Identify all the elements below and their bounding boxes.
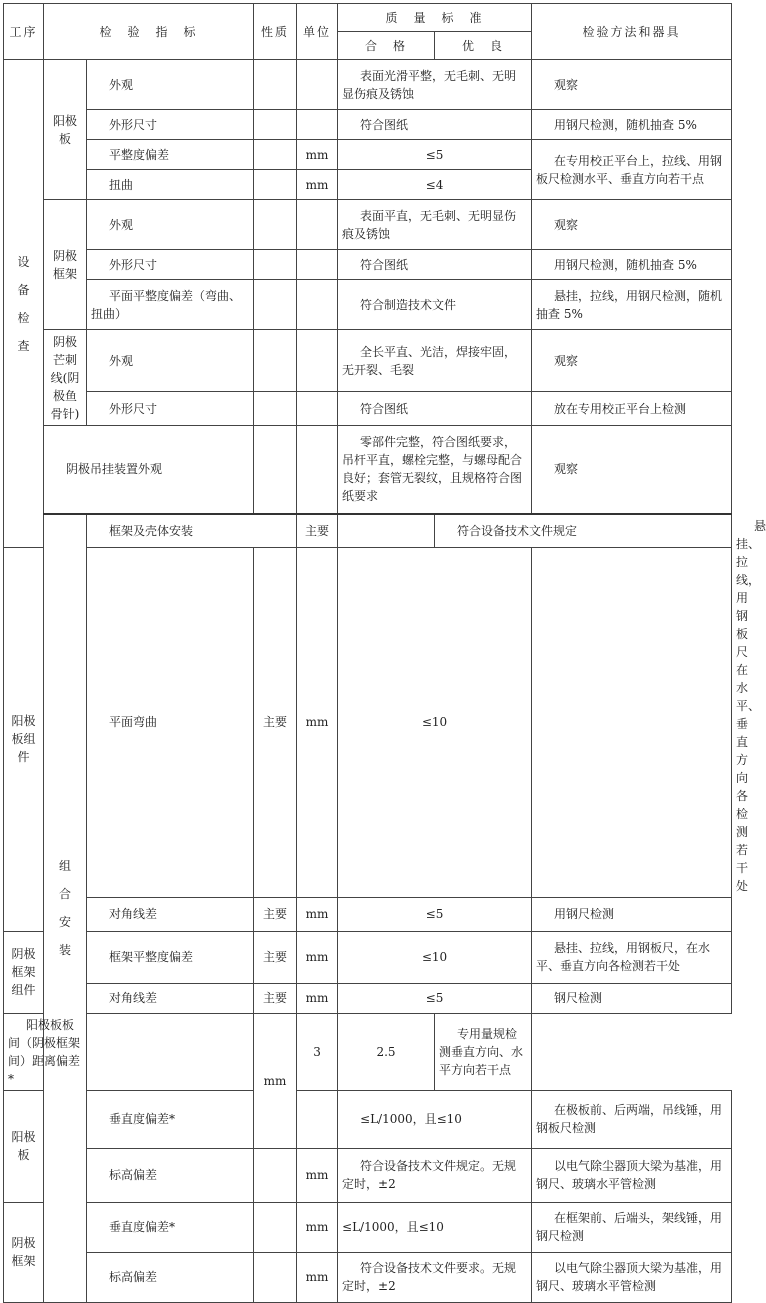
unit-cell xyxy=(297,330,338,392)
nature-cell xyxy=(254,1252,297,1302)
method-cell: 悬挂、拉线，用钢板尺，在水平、垂直方向各检测若干处 xyxy=(532,931,732,983)
nature-cell: 主要 xyxy=(254,983,297,1013)
standard-cell: 符合图纸 xyxy=(338,110,532,140)
nature-cell xyxy=(254,392,297,426)
item-diagonal-diff: 对角线差 xyxy=(87,897,254,931)
process-assembly: 组 合 安 装 xyxy=(44,514,87,1303)
group-cathode-frame: 阴极框架 xyxy=(4,1202,44,1302)
unit-cell: mm xyxy=(297,548,338,898)
item-verticality: 垂直度偏差* xyxy=(87,1202,254,1252)
nature-cell xyxy=(87,1013,254,1090)
method-cell: 观察 xyxy=(532,200,732,250)
method-cell: 用钢尺检测，随机抽查 5% xyxy=(532,250,732,280)
item-elevation: 标高偏差 xyxy=(87,1148,254,1202)
item-dimensions: 外形尺寸 xyxy=(87,392,254,426)
item-diagonal-diff: 对角线差 xyxy=(87,983,254,1013)
group-anode-plate: 阳极板 xyxy=(44,60,87,200)
method-cell: 以电气除尘器顶大梁为基准，用钢尺、玻璃水平管检测 xyxy=(532,1148,732,1202)
header-qualified: 合 格 xyxy=(338,32,435,60)
standard-cell: 符合设备技术文件要求。无规定时，±2 xyxy=(338,1252,532,1302)
item-verticality: 垂直度偏差* xyxy=(87,1090,254,1148)
excellent-cell: 2.5 xyxy=(338,1013,435,1090)
header-quality-standard: 质 量 标 准 xyxy=(338,4,532,32)
method-cell: 在极板前、后两端，吊线锤，用钢板尺检测 xyxy=(532,1090,732,1148)
item-dimensions: 外形尺寸 xyxy=(87,250,254,280)
method-cell: 放在专用校正平台上检测 xyxy=(532,392,732,426)
nature-cell xyxy=(254,280,297,330)
nature-cell: 主要 xyxy=(254,548,297,898)
standard-cell: ≤L/1000，且≤10 xyxy=(338,1090,532,1148)
nature-cell xyxy=(254,330,297,392)
standard-cell: 表面平直，无毛刺、无明显伤痕及锈蚀 xyxy=(338,200,532,250)
item-appearance: 外观 xyxy=(87,330,254,392)
method-cell: 观察 xyxy=(532,60,732,110)
inspection-standard-table: 工序 检 验 指 标 性质 单位 质 量 标 准 检验方法和器具 合 格 优 良 设 备 检 查 阳极板 外观 表面光滑平整，无毛刺、无明显伤痕及锈蚀 观察 外形尺寸 符合图纸 用钢尺检测，随机抽查 5% 平整度偏差 mm ≤5 在专用校正平台上，拉线、用钢板尺检测水平、垂直方向若干点 扭曲 mm ≤4 阴极框架 外观 表面平直，无毛刺、无明显伤痕及锈蚀 观察 外形尺寸 符合图纸 用钢尺检测，随机抽查 5% 平面平整度偏差（弯曲、扭曲） 符合制造技术文件 悬挂，拉线，用钢尺检测，随机抽查 5% 阴极芒刺线(阴极鱼骨针) 外观 全长平直、光洁，焊接牢固，无开裂、毛裂 观察 外形尺寸 符合图纸 放在专用校正平台上检测 阴极吊挂装置外观 零部件完整，符合图纸要求，吊杆平直，螺栓完整，与螺母配合良好；套管无裂纹，且规格符合图纸要求 观察 组 合 安 装 框架及壳体安装 主要 符合设备技术文件规定 悬挂、拉线，用钢板尺在水平、垂直方向各检测若干处 阳极板组件 平面弯曲 主要 mm ≤10 对角线差 主要 mm ≤5 用钢尺检测 阴极框架组件 框架平整度偏差 主要 mm ≤10 悬挂、拉线，用钢板尺，在水平、垂直方向各检测若干处 对角线差 主要 mm ≤5 钢尺检测 阳极板板间（阴极框架间）距离偏差* mm 3 2.5 专用量规检测垂直方向、水平方向若干点 阳极板 垂直度偏差* ≤L/1000，且≤10 在极板前、后两端，吊线锤，用钢板尺检测 标高偏差 mm 符合设备技术文件规定。无规定时，±2 以电气除尘器顶大梁为基准，用钢尺、玻璃水平管检测 阴极框架 垂直度偏差* mm ≤L/1000，且≤10 在框架前、后端头，架线锤，用钢尺检测 标高偏差 mm 符合设备技术文件要求。无规定时，±2 以电气除尘器顶大梁为基准，用钢尺、玻璃水平管检测 xyxy=(3,3,732,1303)
unit-cell xyxy=(297,392,338,426)
item-dimensions: 外形尺寸 xyxy=(87,110,254,140)
method-cell: 钢尺检测 xyxy=(532,983,732,1013)
group-anode-assembly: 阳极板组件 xyxy=(4,548,44,932)
unit-cell xyxy=(297,200,338,250)
standard-cell: ≤10 xyxy=(338,548,532,898)
unit-cell xyxy=(297,426,338,514)
standard-cell: ≤5 xyxy=(338,983,532,1013)
header-excellent: 优 良 xyxy=(435,32,532,60)
standard-cell: 符合设备技术文件规定 xyxy=(435,514,732,548)
standard-cell: 表面光滑平整，无毛刺、无明显伤痕及锈蚀 xyxy=(338,60,532,110)
nature-cell xyxy=(254,110,297,140)
group-cathode-assembly: 阴极框架组件 xyxy=(4,931,44,1013)
unit-cell xyxy=(338,514,435,548)
nature-cell xyxy=(254,170,297,200)
standard-cell: 符合设备技术文件规定。无规定时，±2 xyxy=(338,1148,532,1202)
qualified-cell: 3 xyxy=(297,1013,338,1090)
method-cell: 用钢尺检测 xyxy=(532,897,732,931)
item-appearance: 外观 xyxy=(87,60,254,110)
unit-cell: mm xyxy=(297,1252,338,1302)
standard-cell: ≤L/1000，且≤10 xyxy=(338,1202,532,1252)
unit-cell xyxy=(297,60,338,110)
standard-cell: 符合制造技术文件 xyxy=(338,280,532,330)
item-plane-bend: 平面弯曲 xyxy=(87,548,254,898)
group-cathode-frame: 阴极框架 xyxy=(44,200,87,330)
item-frame-flatness: 框架平整度偏差 xyxy=(87,931,254,983)
group-cathode-wire: 阴极芒刺线(阴极鱼骨针) xyxy=(44,330,87,426)
group-anode-plate: 阳极板 xyxy=(4,1090,44,1202)
method-cell: 悬挂，拉线，用钢尺检测，随机抽查 5% xyxy=(532,280,732,330)
method-cell: 在框架前、后端头，架线锤，用钢尺检测 xyxy=(532,1202,732,1252)
method-cell: 在专用校正平台上，拉线、用钢板尺检测水平、垂直方向若干点 xyxy=(532,140,732,200)
item-twist: 扭曲 xyxy=(87,170,254,200)
nature-cell xyxy=(254,1202,297,1252)
nature-cell xyxy=(254,200,297,250)
unit-cell: mm xyxy=(297,897,338,931)
unit-cell: mm xyxy=(297,170,338,200)
nature-cell xyxy=(254,1148,297,1202)
item-hanger-appearance: 阴极吊挂装置外观 xyxy=(44,426,254,514)
item-elevation: 标高偏差 xyxy=(87,1252,254,1302)
nature-cell: 主要 xyxy=(254,931,297,983)
unit-cell: mm xyxy=(297,140,338,170)
standard-cell: 零部件完整，符合图纸要求，吊杆平直，螺栓完整，与螺母配合良好；套管无裂纹，且规格符合图纸要求 xyxy=(338,426,532,514)
standard-cell: ≤4 xyxy=(338,170,532,200)
unit-cell: mm xyxy=(297,931,338,983)
standard-cell: 全长平直、光洁，焊接牢固，无开裂、毛裂 xyxy=(338,330,532,392)
process-equipment-inspection: 设 备 检 查 xyxy=(4,60,44,548)
nature-cell xyxy=(297,1090,338,1148)
header-process: 工序 xyxy=(4,4,44,60)
standard-cell: ≤5 xyxy=(338,897,532,931)
item-appearance: 外观 xyxy=(87,200,254,250)
item-frame-shell: 框架及壳体安装 xyxy=(87,514,297,548)
unit-cell xyxy=(297,280,338,330)
header-nature: 性质 xyxy=(254,4,297,60)
unit-cell xyxy=(297,250,338,280)
method-cell: 观察 xyxy=(532,330,732,392)
nature-cell xyxy=(254,426,297,514)
header-indicator: 检 验 指 标 xyxy=(44,4,254,60)
nature-cell xyxy=(254,140,297,170)
standard-cell: ≤10 xyxy=(338,931,532,983)
method-cell: 观察 xyxy=(532,426,732,514)
unit-cell: mm xyxy=(297,1202,338,1252)
header-method: 检验方法和器具 xyxy=(532,4,732,60)
method-cell: 专用量规检测垂直方向、水平方向若干点 xyxy=(435,1013,532,1090)
standard-cell: 符合图纸 xyxy=(338,250,532,280)
item-plate-spacing: 阳极板板间（阴极框架间）距离偏差* xyxy=(4,1013,87,1090)
unit-cell: mm xyxy=(297,1148,338,1202)
unit-cell: mm xyxy=(297,983,338,1013)
method-cell: 用钢尺检测，随机抽查 5% xyxy=(532,110,732,140)
nature-cell xyxy=(254,60,297,110)
nature-cell xyxy=(254,250,297,280)
item-flatness: 平整度偏差 xyxy=(87,140,254,170)
standard-cell: ≤5 xyxy=(338,140,532,170)
nature-cell: 主要 xyxy=(297,514,338,548)
unit-cell: mm xyxy=(254,1013,297,1148)
nature-cell: 主要 xyxy=(254,897,297,931)
item-plane-flatness: 平面平整度偏差（弯曲、扭曲） xyxy=(87,280,254,330)
header-unit: 单位 xyxy=(297,4,338,60)
method-cell: 以电气除尘器顶大梁为基准，用钢尺、玻璃水平管检测 xyxy=(532,1252,732,1302)
unit-cell xyxy=(297,110,338,140)
standard-cell: 符合图纸 xyxy=(338,392,532,426)
